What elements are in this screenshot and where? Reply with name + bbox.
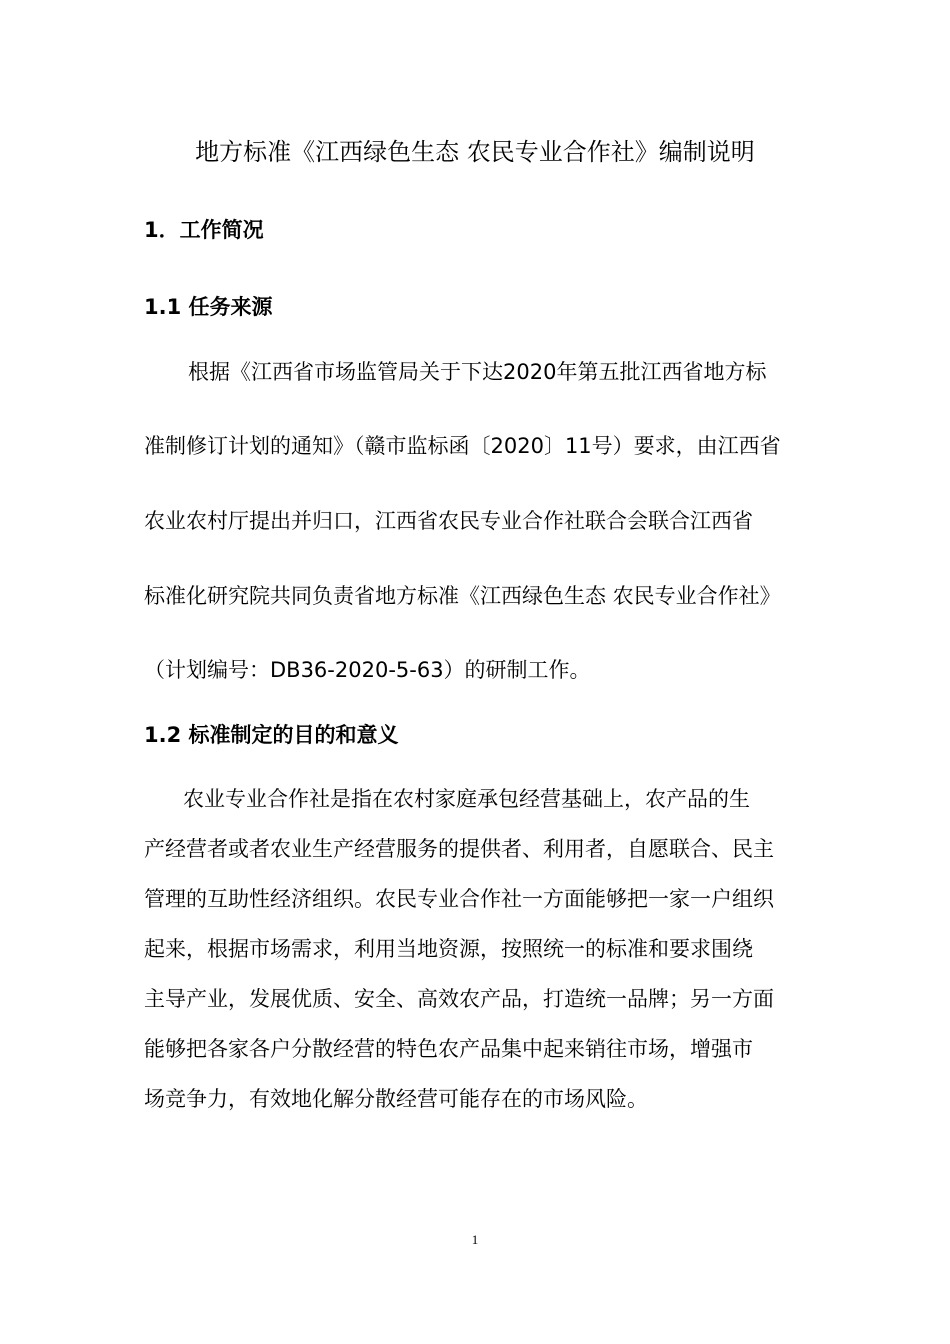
paragraph-line: 能够把各家各户分散经营的特色农产品集中起来销往市场，增强市 <box>144 1037 753 1061</box>
paragraph-line: 农业专业合作社是指在农村家庭承包经营基础上，农产品的生 <box>183 787 750 811</box>
section-heading-1: 1．工作简况 <box>144 218 264 242</box>
paragraph-line: 管理的互助性经济组织。农民专业合作社一方面能够把一家一户组织 <box>144 887 774 911</box>
paragraph-line: 标准化研究院共同负责省地方标准《江西绿色生态 农民专业合作社》 <box>144 584 781 608</box>
section-heading-1-1: 1.1 任务来源 <box>144 295 273 319</box>
paragraph-line: 主导产业，发展优质、安全、高效农产品，打造统一品牌；另一方面 <box>144 987 774 1011</box>
paragraph-line: （计划编号：DB36-2020-5-63）的研制工作。 <box>144 658 591 682</box>
paragraph-line: 产经营者或者农业生产经营服务的提供者、利用者，自愿联合、民主 <box>144 837 774 861</box>
document-title: 地方标准《江西绿色生态 农民专业合作社》编制说明 <box>195 138 755 166</box>
paragraph-line: 农业农村厅提出并归口，江西省农民专业合作社联合会联合江西省 <box>144 509 753 533</box>
page-number: 1 <box>471 1232 479 1247</box>
paragraph-line: 场竞争力，有效地化解分散经营可能存在的市场风险。 <box>144 1087 648 1111</box>
paragraph-line: 根据《江西省市场监管局关于下达2020年第五批江西省地方标 <box>188 360 767 384</box>
paragraph-line: 准制修订计划的通知》（赣市监标函〔2020〕11号）要求，由江西省 <box>144 434 781 458</box>
paragraph-line: 起来，根据市场需求，利用当地资源，按照统一的标准和要求围绕 <box>144 937 753 961</box>
section-heading-1-2: 1.2 标准制定的目的和意义 <box>144 723 399 747</box>
